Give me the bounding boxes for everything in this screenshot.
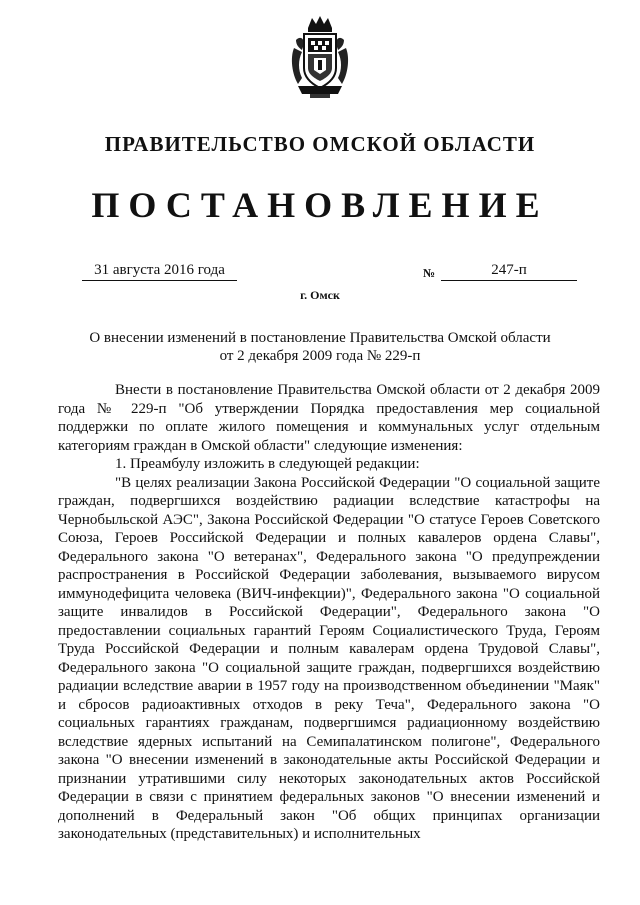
city-label: г. Омск: [300, 288, 340, 302]
preamble-quote-paragraph: "В целях реализации Закона Российской Федерации "О социальной защите граждан, подвергшихся воздействию радиации вследствие катастрофы на Чернобыльской АЭС", Закона Российской Федерации "О статусе Героев Советского Союза, Героев Российской Федерации и полных кавалеров ордена Славы", Федерального закона "О ветеранах", Федерального закона "О предупреждении распространения в Российской Федерации заболевания, вызываемого вирусом иммунодефицита человека (ВИЧ-инфекции)", Федерального закона "О социальной защите инвалидов в Российской Федерации", Федерального закона "О предоставлении социальных гарантий Героям Социалистического Труда, Героям Труда Российской Федерации и полным кавалерам ордена Трудовой Славы", Федерального закона "О социальной защите граждан, подвергшихся воздействию радиации вследствие аварии в 1957 году на производственном объединении "Маяк" и сбросов радиоактивных отходов в реку Теча", Федерального закона "О социальных гарантиях гражданам, подвергшимся радиационному воздействию вследствие ядерных испытаний на Семипалатинском полигоне", Федерального закона "О внесении изменений в законодательные акты Российской Федерации и признании утратившими силу некоторых законодательных актов Российской Федерации в связи с принятием федеральных законов "О внесении изменений и дополнений в Федеральный закон "Об общих принципах организации законодательных (представительных) и исполнительных: [58, 474, 600, 842]
coat-of-arms-icon: [288, 14, 352, 100]
subject-line-2: от 2 декабря 2009 года № 229-п: [219, 348, 421, 364]
document-subject: [60, 329, 580, 365]
document-type-title: ПОСТАНОВЛЕНИЕ: [91, 185, 549, 225]
intro-paragraph: Внести в постановление Правительства Омской области от 2 декабря 2009 года № 229-п "Об утверждении Порядка предоставления мер социальной поддержки по оплате жилого помещения и коммунальных услуг отдельным категориям граждан в Омской области" следующие изменения:: [58, 382, 600, 454]
organization-title: ПРАВИТЕЛЬСТВО ОМСКОЙ ОБЛАСТИ: [104, 132, 536, 156]
item-1-paragraph: 1. Преамбулу изложить в следующей редакции:: [115, 456, 420, 472]
subject-line-1: О внесении изменений в постановление Правительства Омской области: [89, 330, 551, 346]
number-sign: №: [423, 266, 436, 280]
document-number: 247-п: [441, 262, 577, 281]
document-date: 31 августа 2016 года: [82, 262, 237, 281]
document-body: [58, 381, 600, 844]
